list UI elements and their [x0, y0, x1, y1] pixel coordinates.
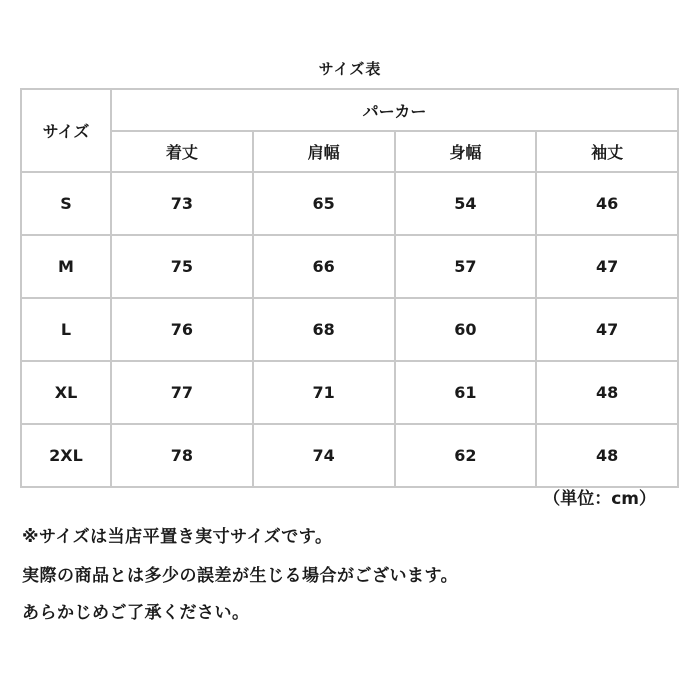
size-label: M: [21, 235, 111, 298]
table-row: [21, 361, 678, 424]
table-cell: 74: [253, 424, 395, 487]
table-header-row: [21, 89, 678, 131]
size-label: S: [21, 172, 111, 235]
table-cell: 73: [111, 172, 253, 235]
table-row: [21, 172, 678, 235]
table-cell: 48: [536, 361, 678, 424]
table-cell: 78: [111, 424, 253, 487]
size-header-cell: サイズ: [21, 89, 111, 172]
table-cell: 61: [395, 361, 537, 424]
table-cell: 65: [253, 172, 395, 235]
size-table: [20, 88, 679, 488]
table-row: [21, 424, 678, 487]
size-label: 2XL: [21, 424, 111, 487]
column-header: 肩幅: [253, 131, 395, 172]
column-header: 袖丈: [536, 131, 678, 172]
unit-label: （単位：cm）: [543, 489, 656, 509]
table-cell: 68: [253, 298, 395, 361]
table-cell: 46: [536, 172, 678, 235]
product-group-header: パーカー: [111, 89, 678, 131]
column-header: 身幅: [395, 131, 537, 172]
table-cell: 54: [395, 172, 537, 235]
table-cell: 77: [111, 361, 253, 424]
table-cell: 75: [111, 235, 253, 298]
size-label: L: [21, 298, 111, 361]
size-label: XL: [21, 361, 111, 424]
column-header: 着丈: [111, 131, 253, 172]
note-line: 実際の商品とは多少の誤差が生じる場合がございます。: [22, 566, 459, 586]
table-cell: 48: [536, 424, 678, 487]
table-cell: 57: [395, 235, 537, 298]
table-cell: 62: [395, 424, 537, 487]
table-cell: 47: [536, 298, 678, 361]
note-line: ※サイズは当店平置き実寸サイズです。: [22, 527, 333, 547]
table-cell: 71: [253, 361, 395, 424]
table-row: [21, 298, 678, 361]
size-chart-title: サイズ表: [318, 60, 382, 78]
table-subheader-row: [21, 131, 678, 172]
table-cell: 76: [111, 298, 253, 361]
table-row: [21, 235, 678, 298]
note-line: あらかじめご了承ください。: [22, 603, 250, 623]
table-cell: 66: [253, 235, 395, 298]
table-cell: 47: [536, 235, 678, 298]
table-cell: 60: [395, 298, 537, 361]
